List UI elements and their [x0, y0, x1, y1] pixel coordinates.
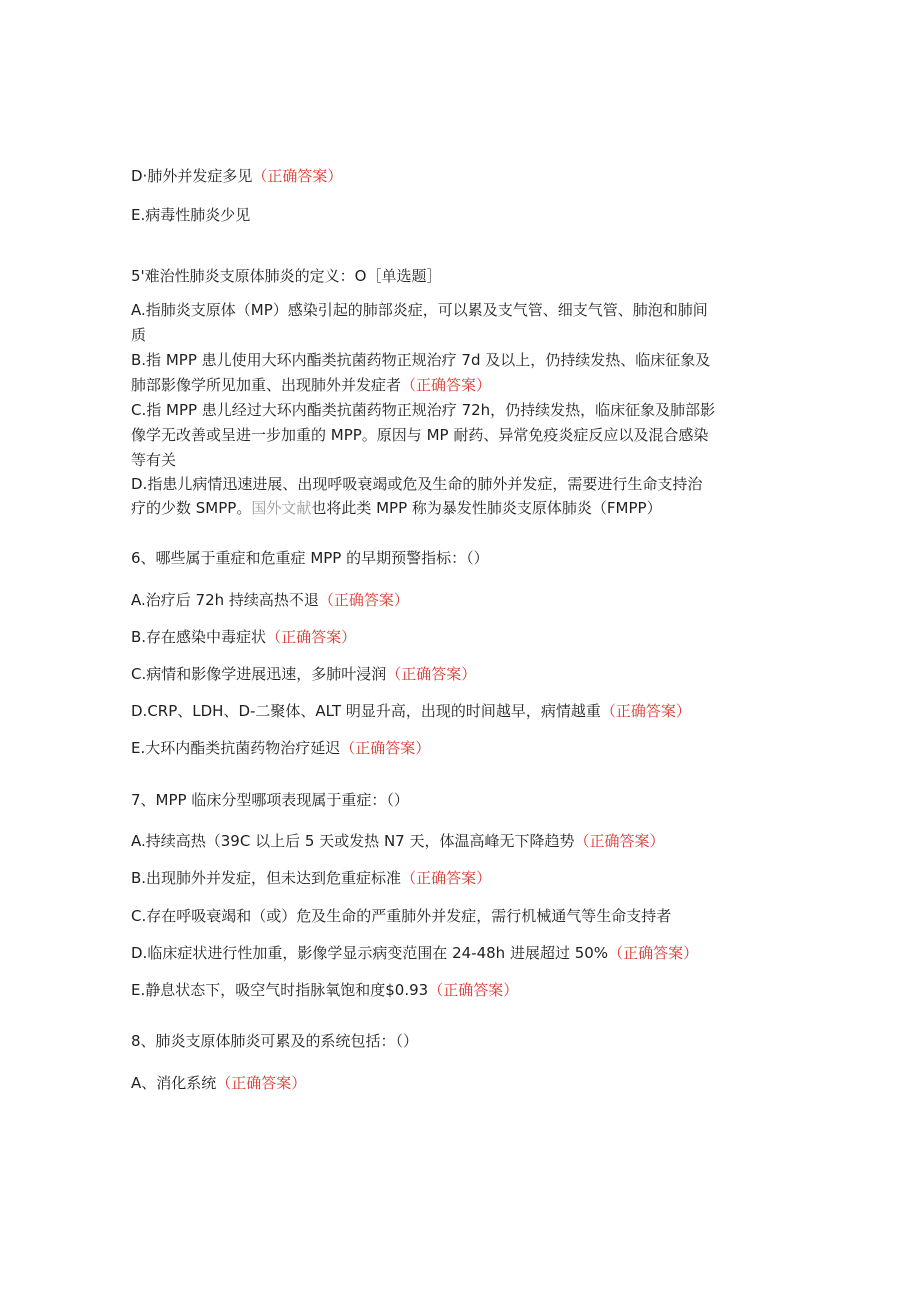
q7-option-e: [131, 978, 518, 1002]
q5-option-d-line1: D.指患儿病情迅速进展、出现呼吸衰竭或危及生命的肺外并发症，需要进行生命支持治: [131, 475, 703, 493]
q7-option-d: [131, 941, 698, 965]
option-text: E.病毒性肺炎少见: [131, 206, 251, 224]
option-text: A.持续高热（39C 以上后 5 天或发热 N7 天，体温高峰无下降趋势: [131, 832, 575, 850]
q5-option-a-line2: 质: [131, 326, 147, 344]
option-text: D.临床症状进行性加重，影像学显示病变范围在 24-48h 进展超过 50%: [131, 944, 609, 962]
correct-answer-mark: （正确答案）: [401, 869, 492, 887]
q6-option-c: [131, 662, 476, 686]
q6-option-d: [131, 699, 691, 723]
q5-option-c-line3: 等有关: [131, 451, 177, 469]
correct-answer-mark: （正确答案）: [401, 376, 492, 394]
q7-option-c: [131, 904, 671, 928]
correct-answer-mark: （正确答案）: [216, 1074, 307, 1092]
option-text: D·肺外并发症多见: [131, 167, 253, 185]
q6-option-b: [131, 625, 356, 649]
q5-title: 5'难治性肺炎支原体肺炎的定义：O［单选题］: [131, 267, 442, 285]
correct-answer-mark: （正确答案）: [428, 981, 519, 999]
q5-option-b-line2: [131, 373, 491, 397]
option-text: 疗的少数 SMPP。: [131, 499, 252, 517]
option-text: C.存在呼吸衰竭和（或）危及生命的严重肺外并发症，需行机械通气等生命支持者: [131, 907, 672, 925]
q5-option-a-line1: A.指肺炎支原体（MP）感染引起的肺部炎症，可以累及支气管、细支气管、肺泡和肺间: [131, 301, 708, 319]
option-text: C.病情和影像学进展迅速，多肺叶浸润: [131, 665, 387, 683]
correct-answer-mark: （正确答案）: [318, 591, 409, 609]
option-text: D.CRP、LDH、D-二聚体、ALT 明显升高，出现的时间越早，病情越重: [131, 702, 601, 720]
correct-answer-mark: （正确答案）: [340, 739, 431, 757]
q8-title: 8、肺炎支原体肺炎可累及的系统包括：（）: [131, 1032, 419, 1050]
q6-option-a: [131, 588, 409, 612]
option-text: 肺部影像学所见加重、出现肺外并发症者: [131, 376, 402, 394]
option-text: B.出现肺外并发症，但未达到危重症标准: [131, 869, 402, 887]
correct-answer-mark: （正确答案）: [600, 702, 691, 720]
option-text: B.存在感染中毒症状: [131, 628, 267, 646]
q5-option-b-line1: B.指 MPP 患儿使用大环内酯类抗菌药物正规治疗 7d 及以上，仍持续发热、临床征象及: [131, 351, 711, 369]
q5-option-c-line2: 像学无改善或呈进一步加重的 MPP。原因与 MP 耐药、异常免疫炎症反应以及混合感染: [131, 426, 709, 444]
option-text: E.大环内酯类抗菌药物治疗延迟: [131, 739, 341, 757]
q5-option-d-line2: [131, 496, 662, 520]
faded-text: 国外文献: [251, 499, 312, 517]
option-text: 也将此类 MPP 称为暴发性肺炎支原体肺炎（FMPP）: [311, 499, 662, 517]
correct-answer-mark: （正确答案）: [266, 628, 357, 646]
q7-option-a: [131, 829, 665, 853]
option-text: A、消化系统: [131, 1074, 217, 1092]
option-text: E.静息状态下，吸空气时指脉氧饱和度$0.93: [131, 981, 429, 999]
q6-option-e: [131, 736, 430, 760]
q6-title: 6、哪些属于重症和危重症 MPP 的早期预警指标：（）: [131, 549, 489, 567]
q5-option-c-line1: C.指 MPP 患儿经过大环内酯类抗菌药物正规治疗 72h，仍持续发热，临床征象及肺部影: [131, 401, 716, 419]
q7-option-b: [131, 866, 491, 890]
q7-title: 7、MPP 临床分型哪项表现属于重症：（）: [131, 791, 409, 809]
q8-option-a: [131, 1071, 306, 1095]
correct-answer-mark: （正确答案）: [574, 832, 665, 850]
option-text: A.治疗后 72h 持续高热不退: [131, 591, 319, 609]
correct-answer-mark: （正确答案）: [386, 665, 477, 683]
q4-option-e: [131, 203, 250, 227]
q4-option-d: [131, 164, 342, 188]
correct-answer-mark: （正确答案）: [252, 167, 343, 185]
correct-answer-mark: （正确答案）: [608, 944, 699, 962]
